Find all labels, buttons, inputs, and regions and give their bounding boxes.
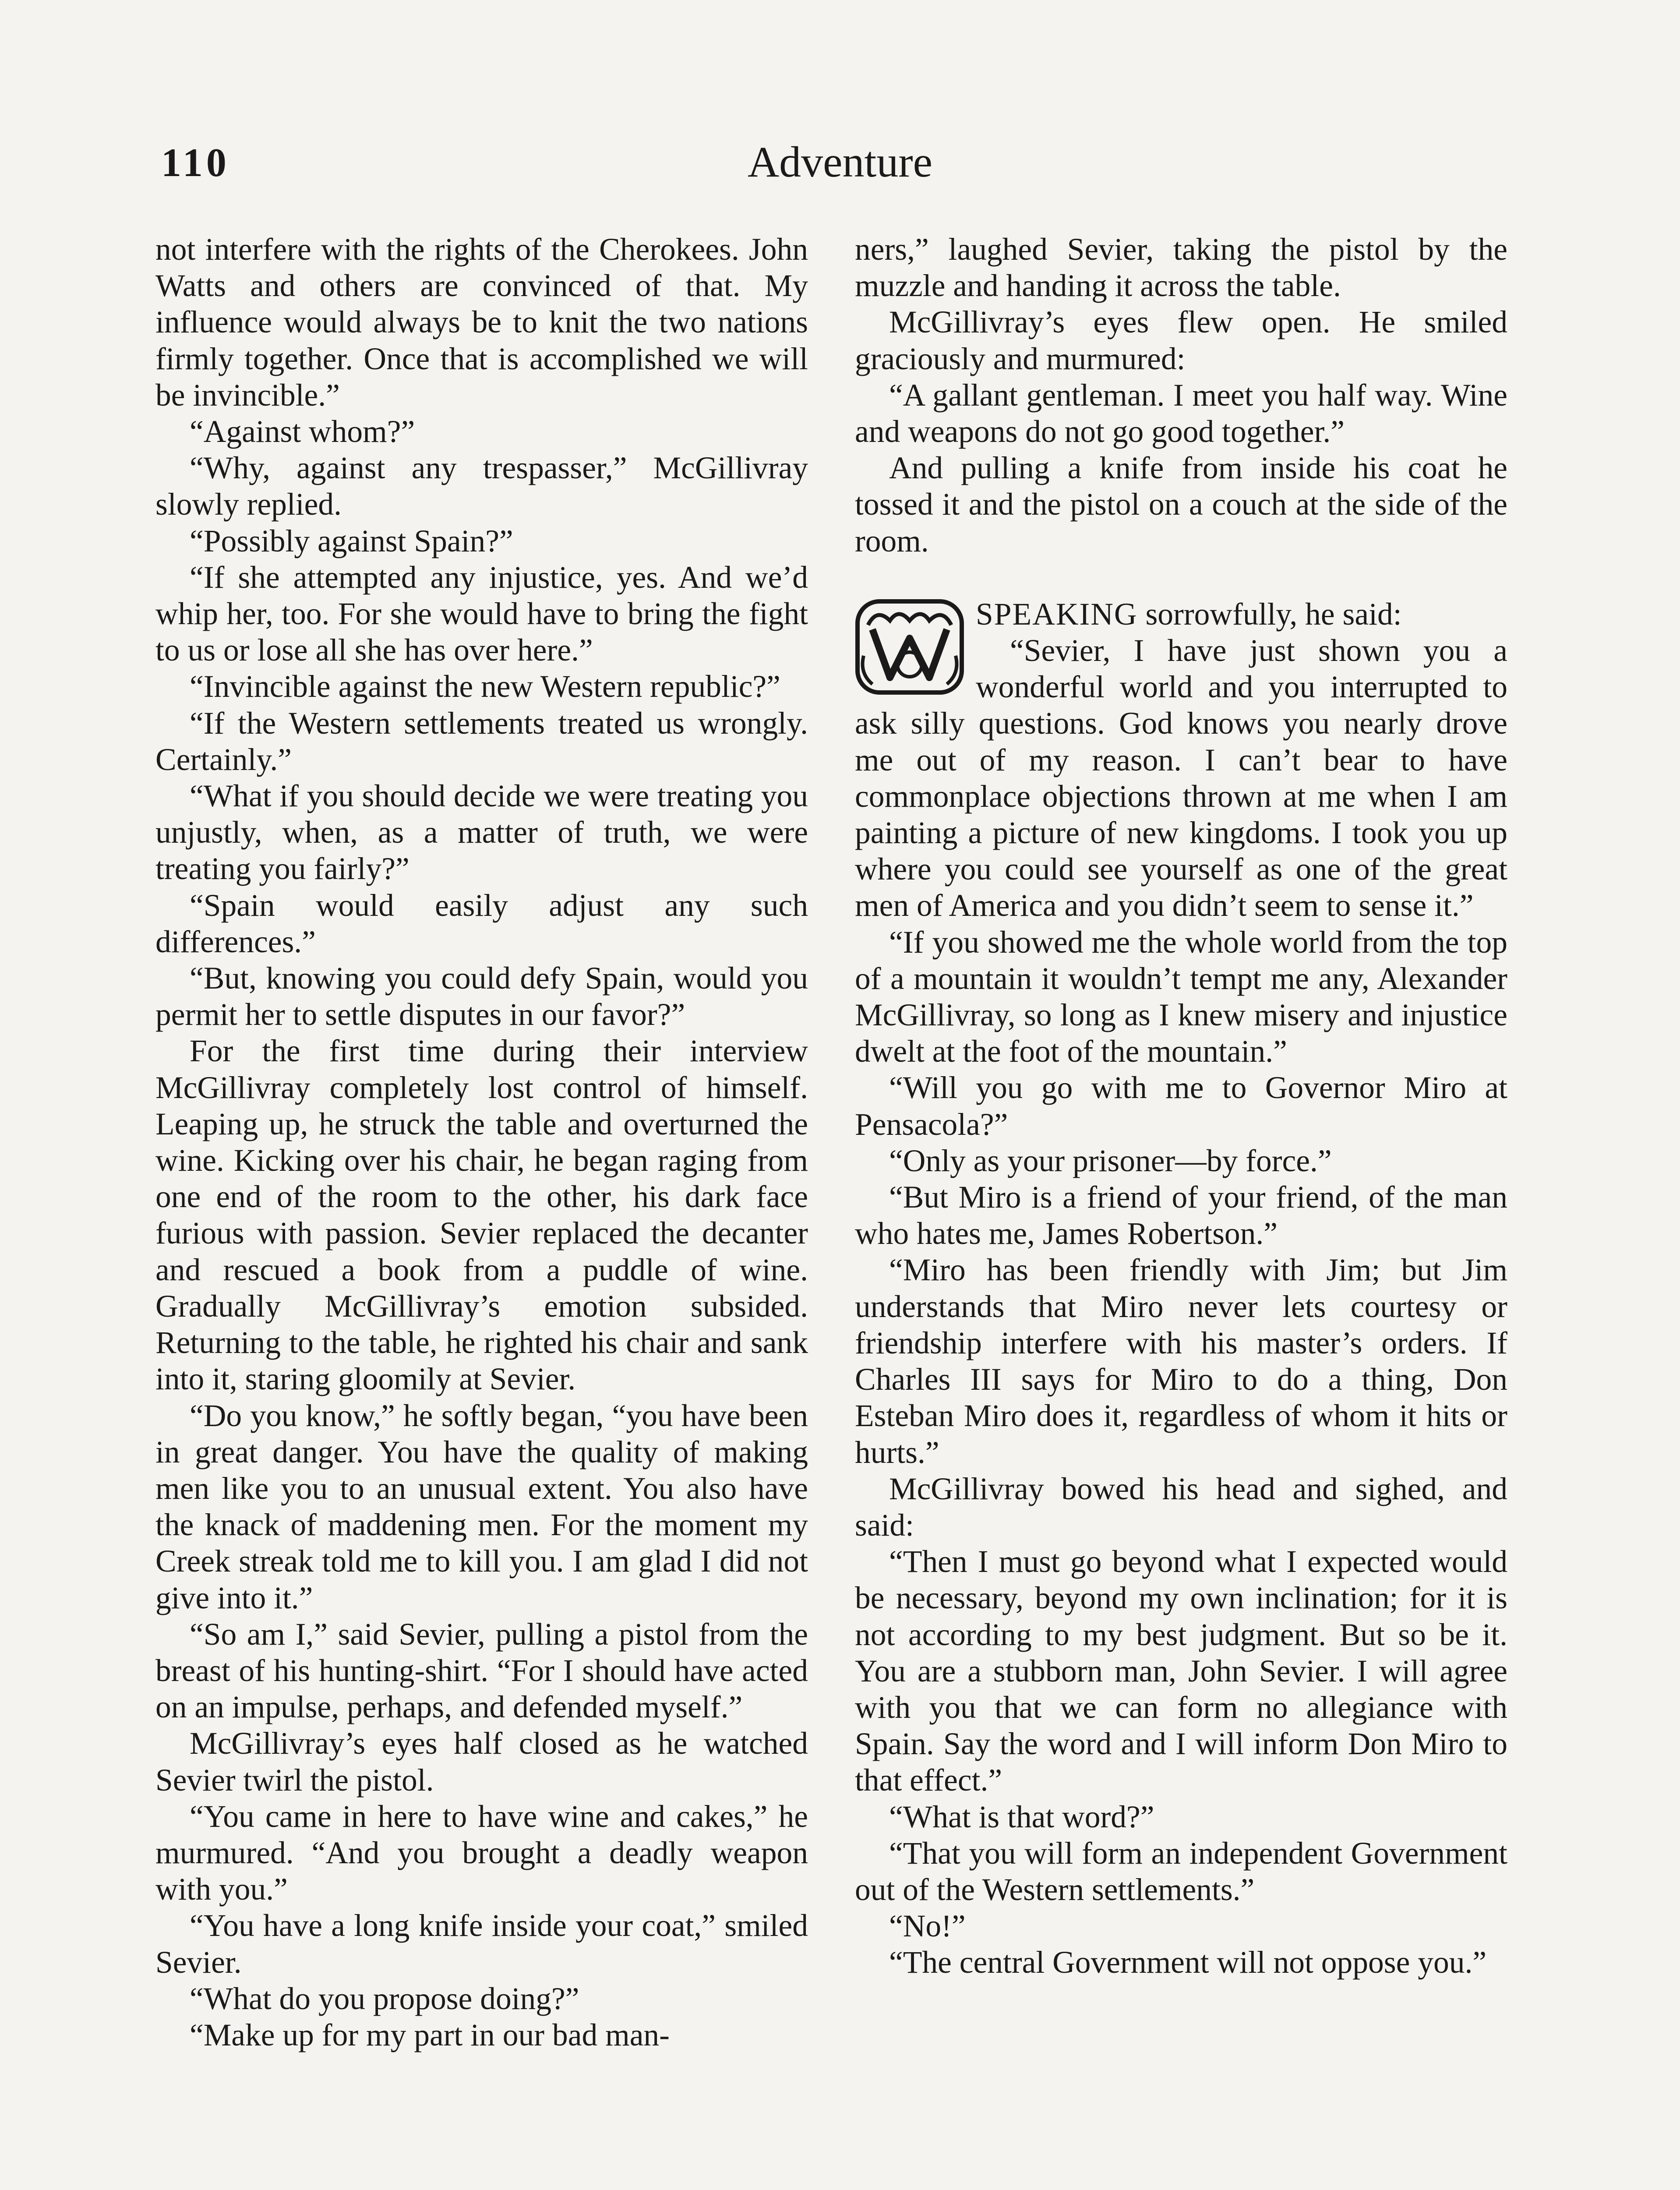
paragraph: “Do you know,” he softly began, “you have been in great danger. You have the quality of making men like you to an unusual extent. You also have the knack of maddening men. For the moment my Creek streak told me to kill you. I am glad I did not give into it.”	[155, 1398, 808, 1615]
paragraph: “Make up for my part in our bad man-	[190, 2017, 670, 2052]
paragraph: “You came in here to have wine and cakes,” he murmured. “And you brought a deadly weapon with you.”	[155, 1799, 808, 1907]
running-title: Adventure	[747, 138, 933, 186]
paragraph: “Sevier, I have just shown you a wonderful world and you interrupted to ask silly questions. God knows you nearly drove me out of my reason. I can’t bear to have commonplace objections thrown at me when I am painting a picture of new kingdoms. I took you up where you could see yourself as one of the great men of America and you didn’t seem to sense it.”	[855, 633, 1507, 923]
paragraph: McGillivray’s eyes half closed as he watched Sevier twirl the pistol.	[155, 1726, 808, 1798]
paragraph: “Spain would easily adjust any such differences.”	[155, 888, 808, 959]
paragraph: “A gallant gentleman. I meet you half way. Wine and weapons do not go good together.”	[855, 378, 1507, 449]
paragraph: “Will you go with me to Governor Miro at Pensacola?”	[855, 1070, 1507, 1142]
left-column	[155, 231, 808, 2053]
paragraph: “Why, against any trespasser,” McGillivray slowly replied.	[155, 451, 808, 522]
paragraph: “If she attempted any injustice, yes. And we’d whip her, too. For she would have to bring the fight to us or lose all she has over here.”	[155, 560, 808, 668]
paragraph: McGillivray bowed his head and sighed, and said:	[855, 1471, 1507, 1543]
section-opening	[855, 596, 1507, 632]
paragraph: “Miro has been friendly with Jim; but Jim understands that Miro never lets courtesy or friendship interfere with his master’s orders. If Charles III says for Miro to do a thing, Don Esteban Miro does it, regardless of whom it hits or hurts.”	[855, 1253, 1507, 1470]
paragraph: “If the Western settlements treated us wrongly. Certainly.”	[155, 706, 808, 777]
ornamental-dropcap-w-icon	[855, 599, 964, 695]
paragraph: “If you showed me the whole world from the top of a mountain it wouldn’t tempt me any, Alexander McGillivray, so long as I knew misery and injustice dwelt at the foot of the mountain.”	[855, 925, 1507, 1069]
paragraph: “Only as your prisoner—by force.”	[889, 1143, 1332, 1178]
section-lead-in: SPEAKING	[976, 597, 1138, 632]
paragraph: “So am I,” said Sevier, pulling a pistol from the breast of his hunting-shirt. “For I should have acted on an impulse, perhaps, and defended myself.”	[155, 1617, 808, 1725]
paragraph: McGillivray’s eyes flew open. He smiled graciously and murmured:	[855, 305, 1507, 376]
paragraph: “What if you should decide we were treating you unjustly, when, as a matter of truth, we were treating you fairly?”	[155, 779, 808, 887]
paragraph: And pulling a knife from inside his coat he tossed it and the pistol on a couch at the side of the room.	[855, 451, 1507, 558]
page-number: 110	[161, 140, 230, 185]
paragraph: “What do you propose doing?”	[190, 1981, 579, 2016]
paragraph: “You have a long knife inside your coat,” smiled Sevier.	[155, 1908, 808, 1980]
paragraph: “But, knowing you could defy Spain, would you permit her to settle disputes in our favor?”	[155, 961, 808, 1032]
paragraph: “What is that word?”	[889, 1799, 1154, 1834]
paragraph: “Then I must go beyond what I expected would be necessary, beyond my own inclination; for it is not according to my best judgment. But so be it. You are a stubborn man, John Sevier. I will agree with you that we can form no allegiance with Spain. Say the word and I will inform Don Miro to that effect.”	[855, 1544, 1507, 1798]
paragraph: “Against whom?”	[190, 414, 415, 449]
paragraph: “But Miro is a friend of your friend, of the man who hates me, James Robertson.”	[855, 1180, 1507, 1251]
paragraph: ners,” laughed Sevier, taking the pistol by the muzzle and handing it across the table.	[855, 232, 1507, 304]
right-column	[855, 231, 1507, 1981]
paragraph: “Invincible against the new Western republic?”	[190, 669, 780, 704]
paragraph: “Possibly against Spain?”	[190, 523, 513, 558]
paragraph: For the first time during their interview McGillivray completely lost control of himself. Leaping up, he struck the table and overturned the wine. Kicking over his chair, he began raging from one end of the room to the other, his dark face furious with passion. Sevier replaced the decanter and rescued a book from a puddle of wine. Gradually McGillivray’s emotion subsided. Returning to the table, he righted his chair and sank into it, staring gloomily at Sevier.	[155, 1034, 808, 1397]
paragraph: “The central Government will not oppose you.”	[889, 1945, 1487, 1980]
paragraph: “No!”	[889, 1909, 966, 1944]
section-lead-rest: sorrowfully, he said:	[1137, 597, 1402, 632]
paragraph: “That you will form an independent Government out of the Western settlements.”	[855, 1836, 1507, 1907]
paragraph: not interfere with the rights of the Cherokees. John Watts and others are convinced of that. My influence would always be to knit the two nations firmly together. Once that is accomplished we will be invincible.”	[155, 232, 808, 413]
